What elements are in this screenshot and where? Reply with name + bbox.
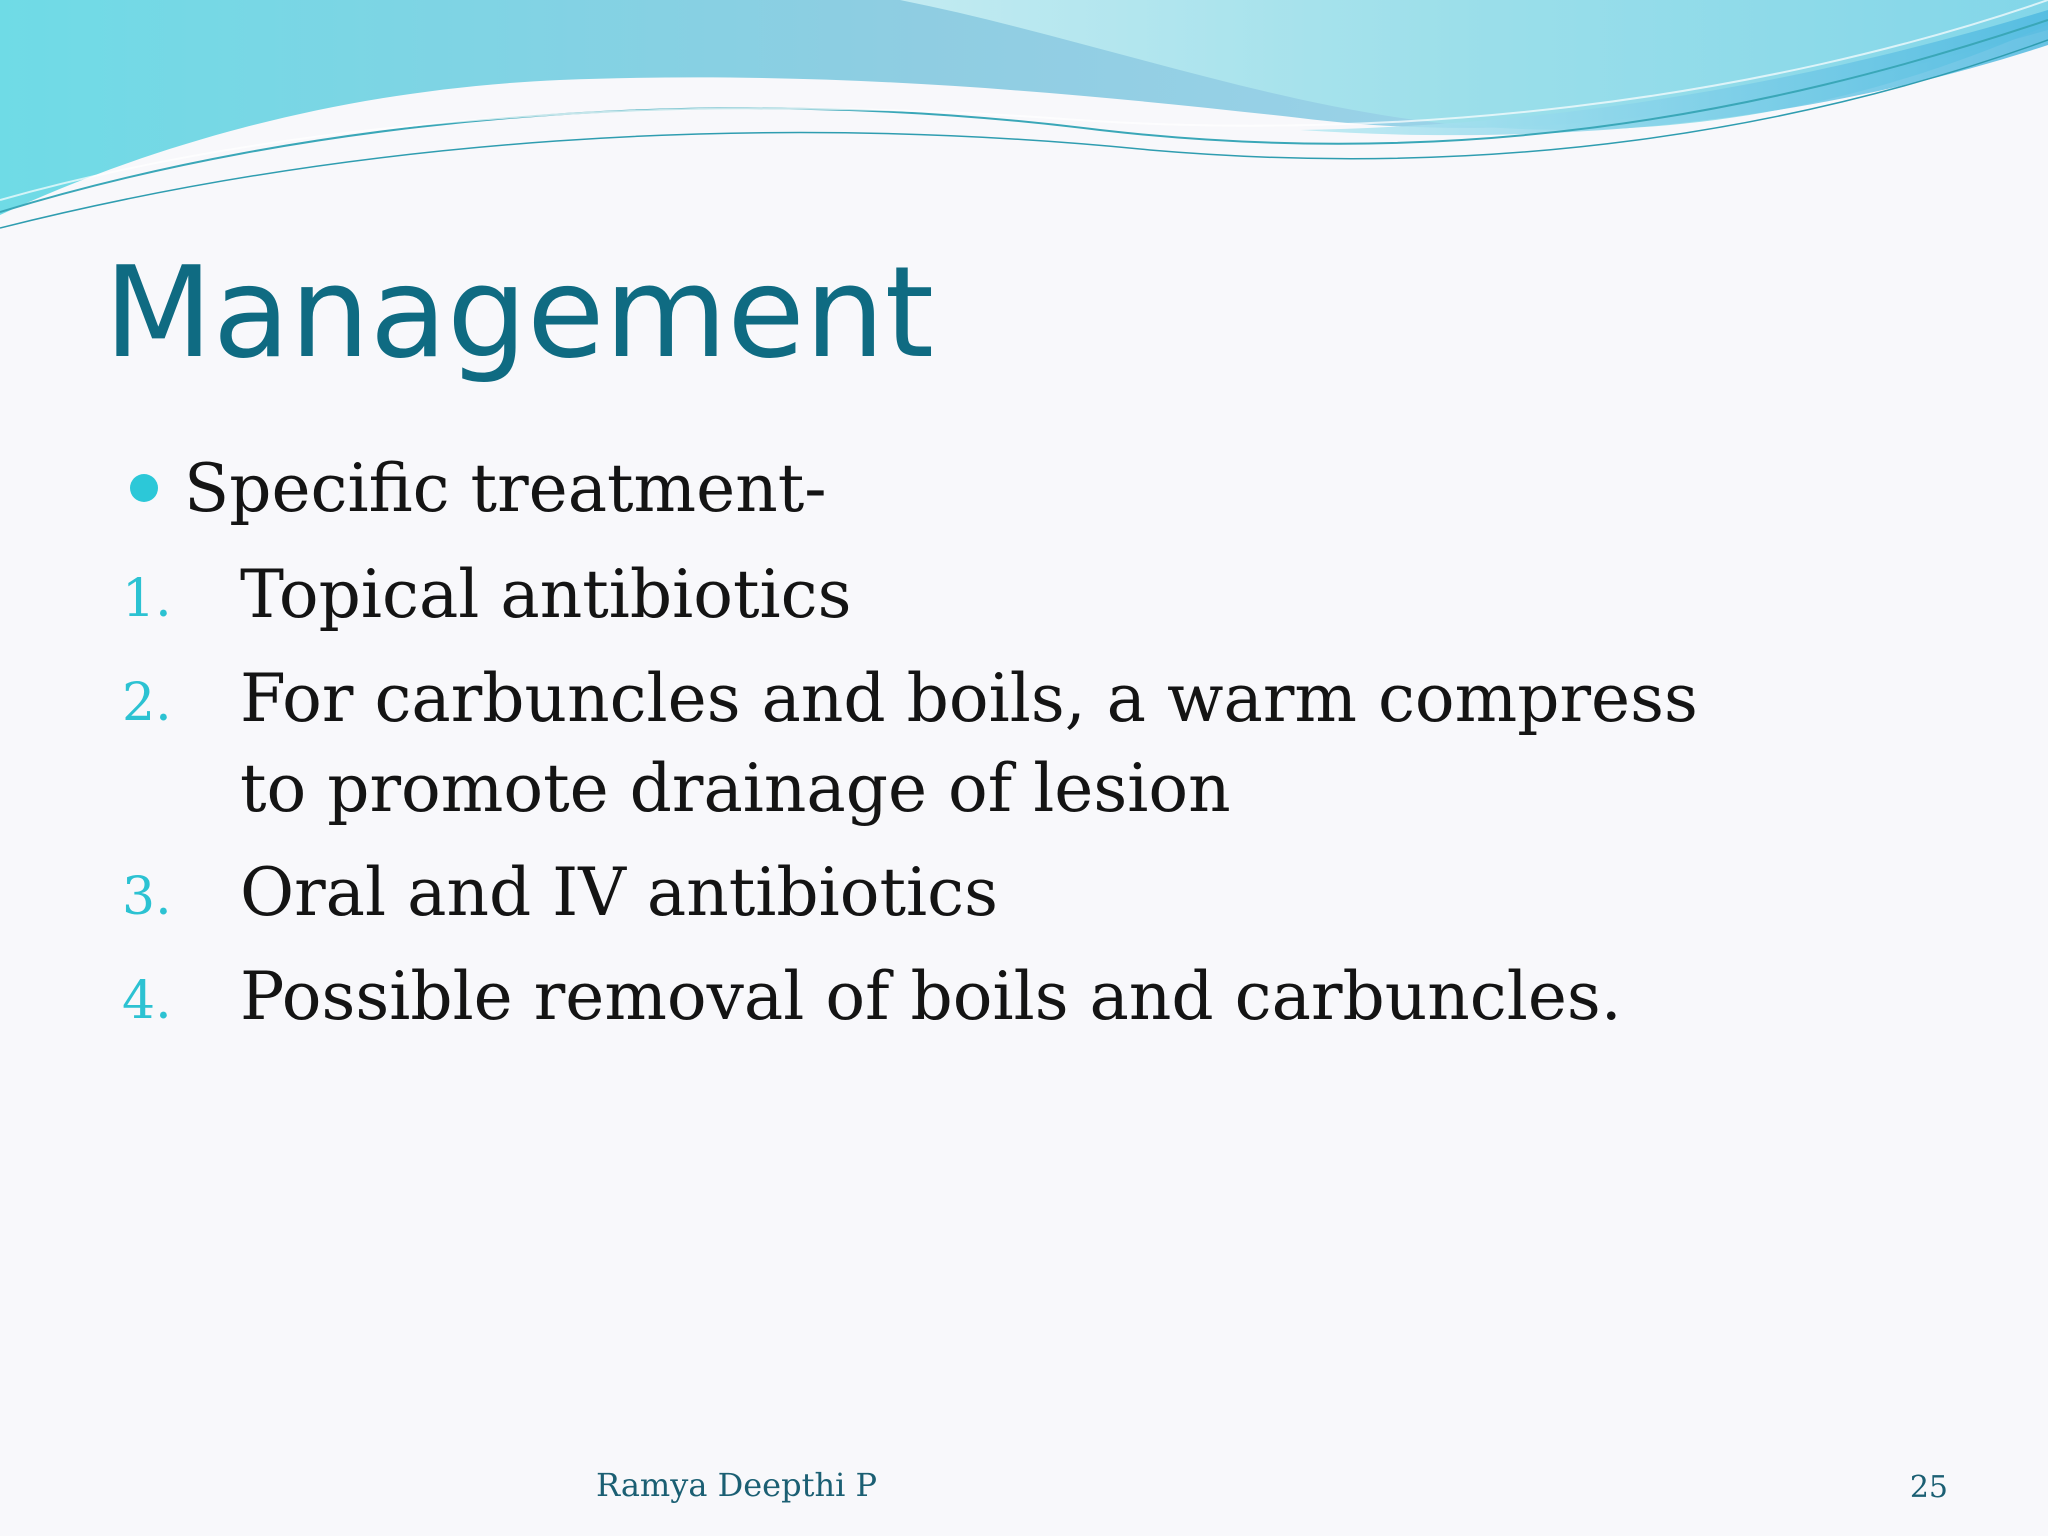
- list-item: [0, 550, 2048, 640]
- list-item-text: Topical antibiotics: [240, 556, 852, 633]
- list-item: [0, 848, 2048, 938]
- list-item-text: Possible removal of boils and carbuncles.: [240, 958, 1622, 1035]
- list-item-number: 3.: [122, 867, 172, 927]
- list-item-number: 4.: [122, 971, 172, 1031]
- header-wave-decoration: [0, 0, 2048, 240]
- list-item-number: 2.: [122, 673, 172, 733]
- list-item-text: For carbuncles and boils, a warm compress to promote drainage of lesion: [240, 660, 1698, 827]
- list-item: [0, 654, 2048, 834]
- bullet-dot-icon: [130, 474, 158, 502]
- list-item-number: 1.: [122, 569, 172, 629]
- list-item-text: Oral and IV antibiotics: [240, 854, 998, 931]
- footer-author: Ramya Deepthi P: [596, 1466, 877, 1504]
- bullet-item: [0, 450, 2048, 550]
- bullet-text: Specific treatment-: [184, 450, 827, 527]
- page-number: 25: [1909, 1470, 1948, 1505]
- list-item: [0, 952, 2048, 1042]
- slide-title: Management: [104, 239, 935, 386]
- slide-content: [0, 450, 2048, 1056]
